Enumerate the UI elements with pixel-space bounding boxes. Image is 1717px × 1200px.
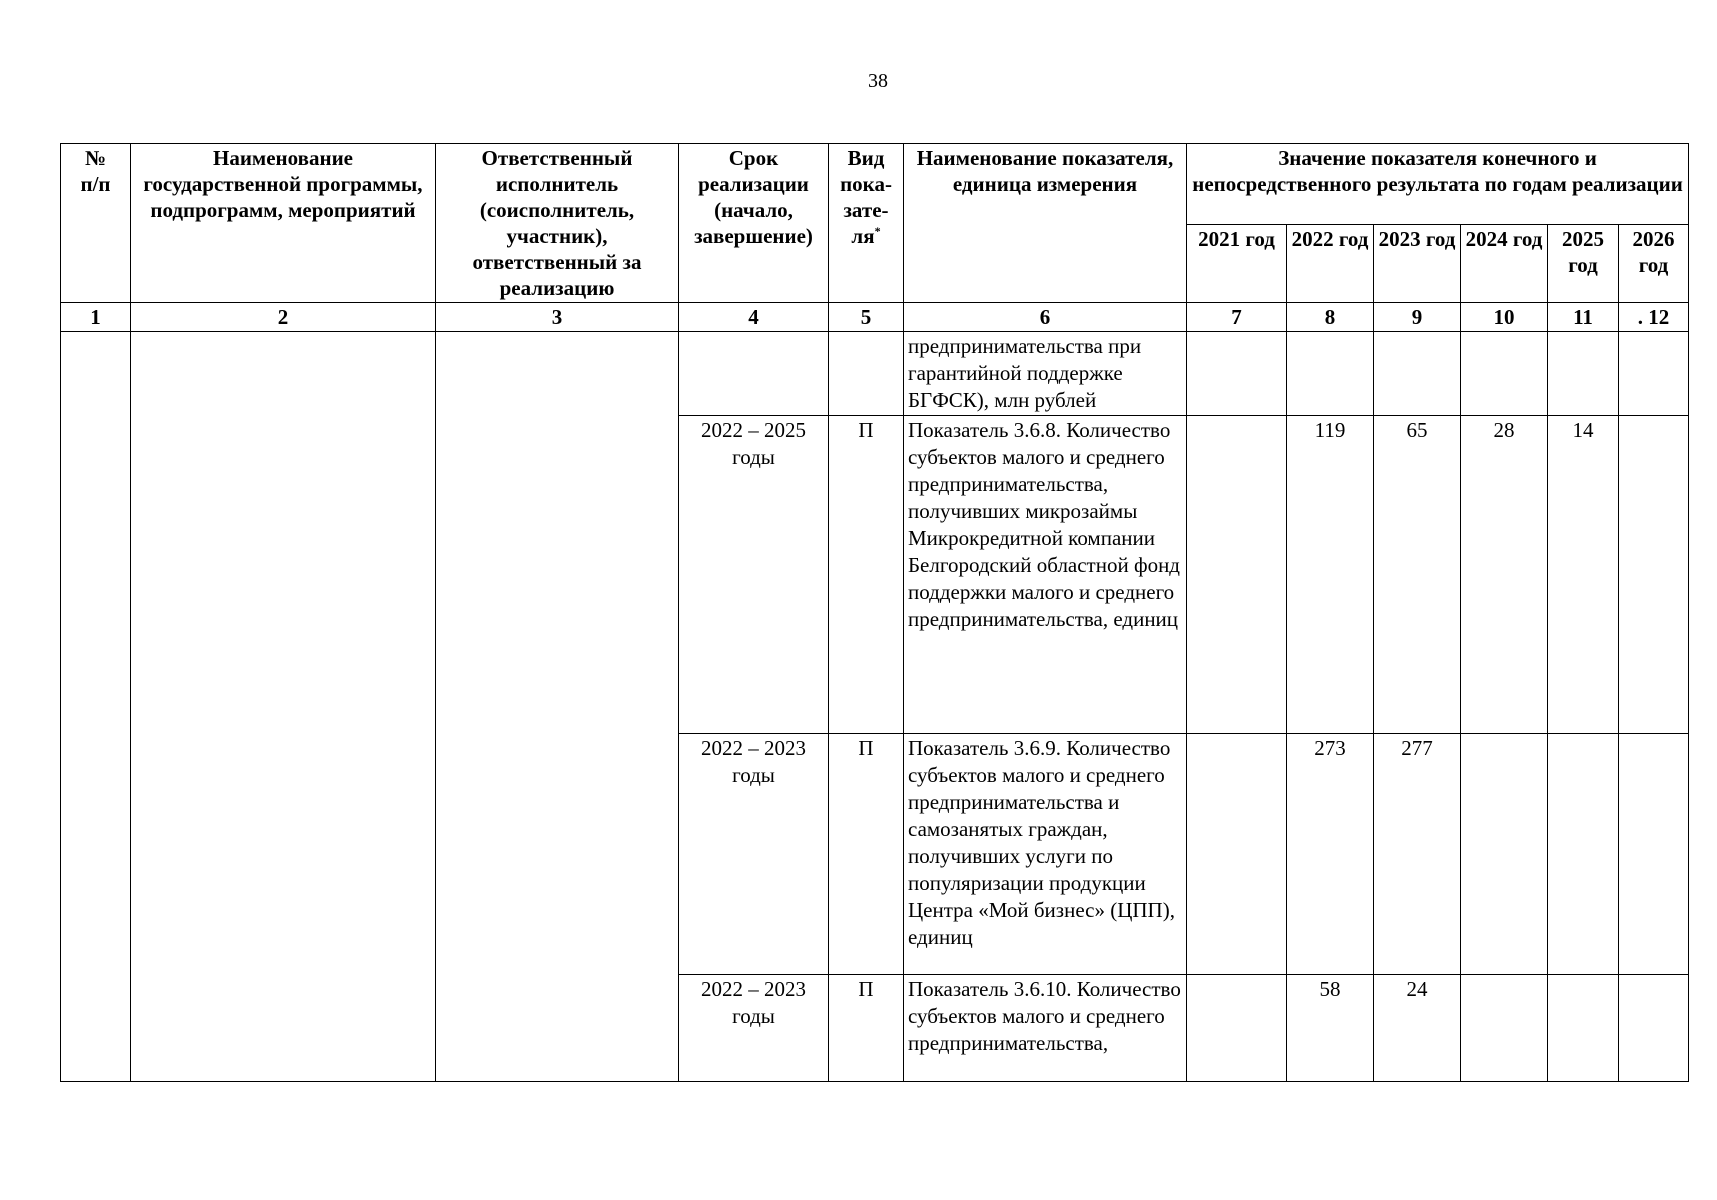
- cell-program: [131, 332, 436, 1082]
- cell-value-2023: 24: [1374, 975, 1461, 1082]
- cell-value-2021: [1187, 332, 1287, 416]
- cell-value-2024: [1461, 975, 1548, 1082]
- header-type: [829, 144, 904, 303]
- cell-type: П: [829, 734, 904, 975]
- header-year-2023: 2023 год: [1374, 225, 1461, 303]
- cell-value-2025: [1548, 734, 1619, 975]
- cell-value-2021: [1187, 416, 1287, 734]
- cell-type: П: [829, 975, 904, 1082]
- column-number-7: 7: [1187, 303, 1287, 332]
- column-number-5: 5: [829, 303, 904, 332]
- header-year-2026: 2026 год: [1619, 225, 1689, 303]
- cell-value-2024: [1461, 734, 1548, 975]
- column-number-9: 9: [1374, 303, 1461, 332]
- cell-value-2026: [1619, 416, 1689, 734]
- column-number-10: 10: [1461, 303, 1548, 332]
- header-term: Срок реализации (начало, завершение): [679, 144, 829, 303]
- cell-value-2026: [1619, 734, 1689, 975]
- cell-value-2022: 119: [1287, 416, 1374, 734]
- cell-value-2026: [1619, 975, 1689, 1082]
- cell-value-2022: 273: [1287, 734, 1374, 975]
- table-row: [61, 332, 1689, 416]
- column-number-2: 2: [131, 303, 436, 332]
- cell-executor: [436, 332, 679, 1082]
- cell-value-2026: [1619, 332, 1689, 416]
- cell-term: 2022 – 2025 годы: [679, 416, 829, 734]
- column-number-8: 8: [1287, 303, 1374, 332]
- column-number-12: . 12: [1619, 303, 1689, 332]
- header-values: Значение показателя конечного и непосредственного результата по годам реализации: [1187, 144, 1689, 225]
- cell-value-2024: [1461, 332, 1548, 416]
- header-executor: Ответственный исполнитель (соисполнитель, участник), ответственный за реализацию: [436, 144, 679, 303]
- cell-value-2025: 14: [1548, 416, 1619, 734]
- cell-type: [829, 332, 904, 416]
- cell-value-2024: 28: [1461, 416, 1548, 734]
- cell-number: [61, 332, 131, 1082]
- header-year-2021: 2021 год: [1187, 225, 1287, 303]
- cell-value-2023: 277: [1374, 734, 1461, 975]
- header-type-label: Вид пока-зате-ля: [840, 146, 892, 248]
- cell-indicator: Показатель 3.6.8. Количество субъектов малого и среднего предпринимательства, получивших микрозаймы Микрокредитной компании Белгородский областной фонд поддержки малого и среднего предпринимательства, единиц: [904, 416, 1187, 734]
- cell-value-2025: [1548, 975, 1619, 1082]
- header-indicator: Наименование показателя, единица измерения: [904, 144, 1187, 303]
- header-year-2024: 2024 год: [1461, 225, 1548, 303]
- cell-value-2025: [1548, 332, 1619, 416]
- column-number-3: 3: [436, 303, 679, 332]
- cell-term: 2022 – 2023 годы: [679, 734, 829, 975]
- cell-type: П: [829, 416, 904, 734]
- cell-value-2021: [1187, 975, 1287, 1082]
- header-number: № п/п: [61, 144, 131, 303]
- cell-indicator: Показатель 3.6.9. Количество субъектов малого и среднего предпринимательства и самозанятых граждан, получивших услуги по популяризации продукции Центра «Мой бизнес» (ЦПП), единиц: [904, 734, 1187, 975]
- cell-value-2023: 65: [1374, 416, 1461, 734]
- cell-term: 2022 – 2023 годы: [679, 975, 829, 1082]
- cell-value-2022: [1287, 332, 1374, 416]
- column-number-6: 6: [904, 303, 1187, 332]
- indicators-table: [60, 143, 1689, 1082]
- cell-indicator: Показатель 3.6.10. Количество субъектов малого и среднего предпринимательства,: [904, 975, 1187, 1082]
- header-year-2025: 2025 год: [1548, 225, 1619, 303]
- cell-term: [679, 332, 829, 416]
- cell-value-2021: [1187, 734, 1287, 975]
- cell-value-2023: [1374, 332, 1461, 416]
- column-number-11: 11: [1548, 303, 1619, 332]
- header-type-mark: *: [874, 224, 881, 238]
- header-program: Наименование государственной программы, подпрограмм, мероприятий: [131, 144, 436, 303]
- cell-value-2022: 58: [1287, 975, 1374, 1082]
- cell-indicator: предпринимательства при гарантийной поддержке БГФСК), млн рублей: [904, 332, 1187, 416]
- column-number-4: 4: [679, 303, 829, 332]
- column-number-1: 1: [61, 303, 131, 332]
- header-year-2022: 2022 год: [1287, 225, 1374, 303]
- page-number: 38: [868, 70, 888, 92]
